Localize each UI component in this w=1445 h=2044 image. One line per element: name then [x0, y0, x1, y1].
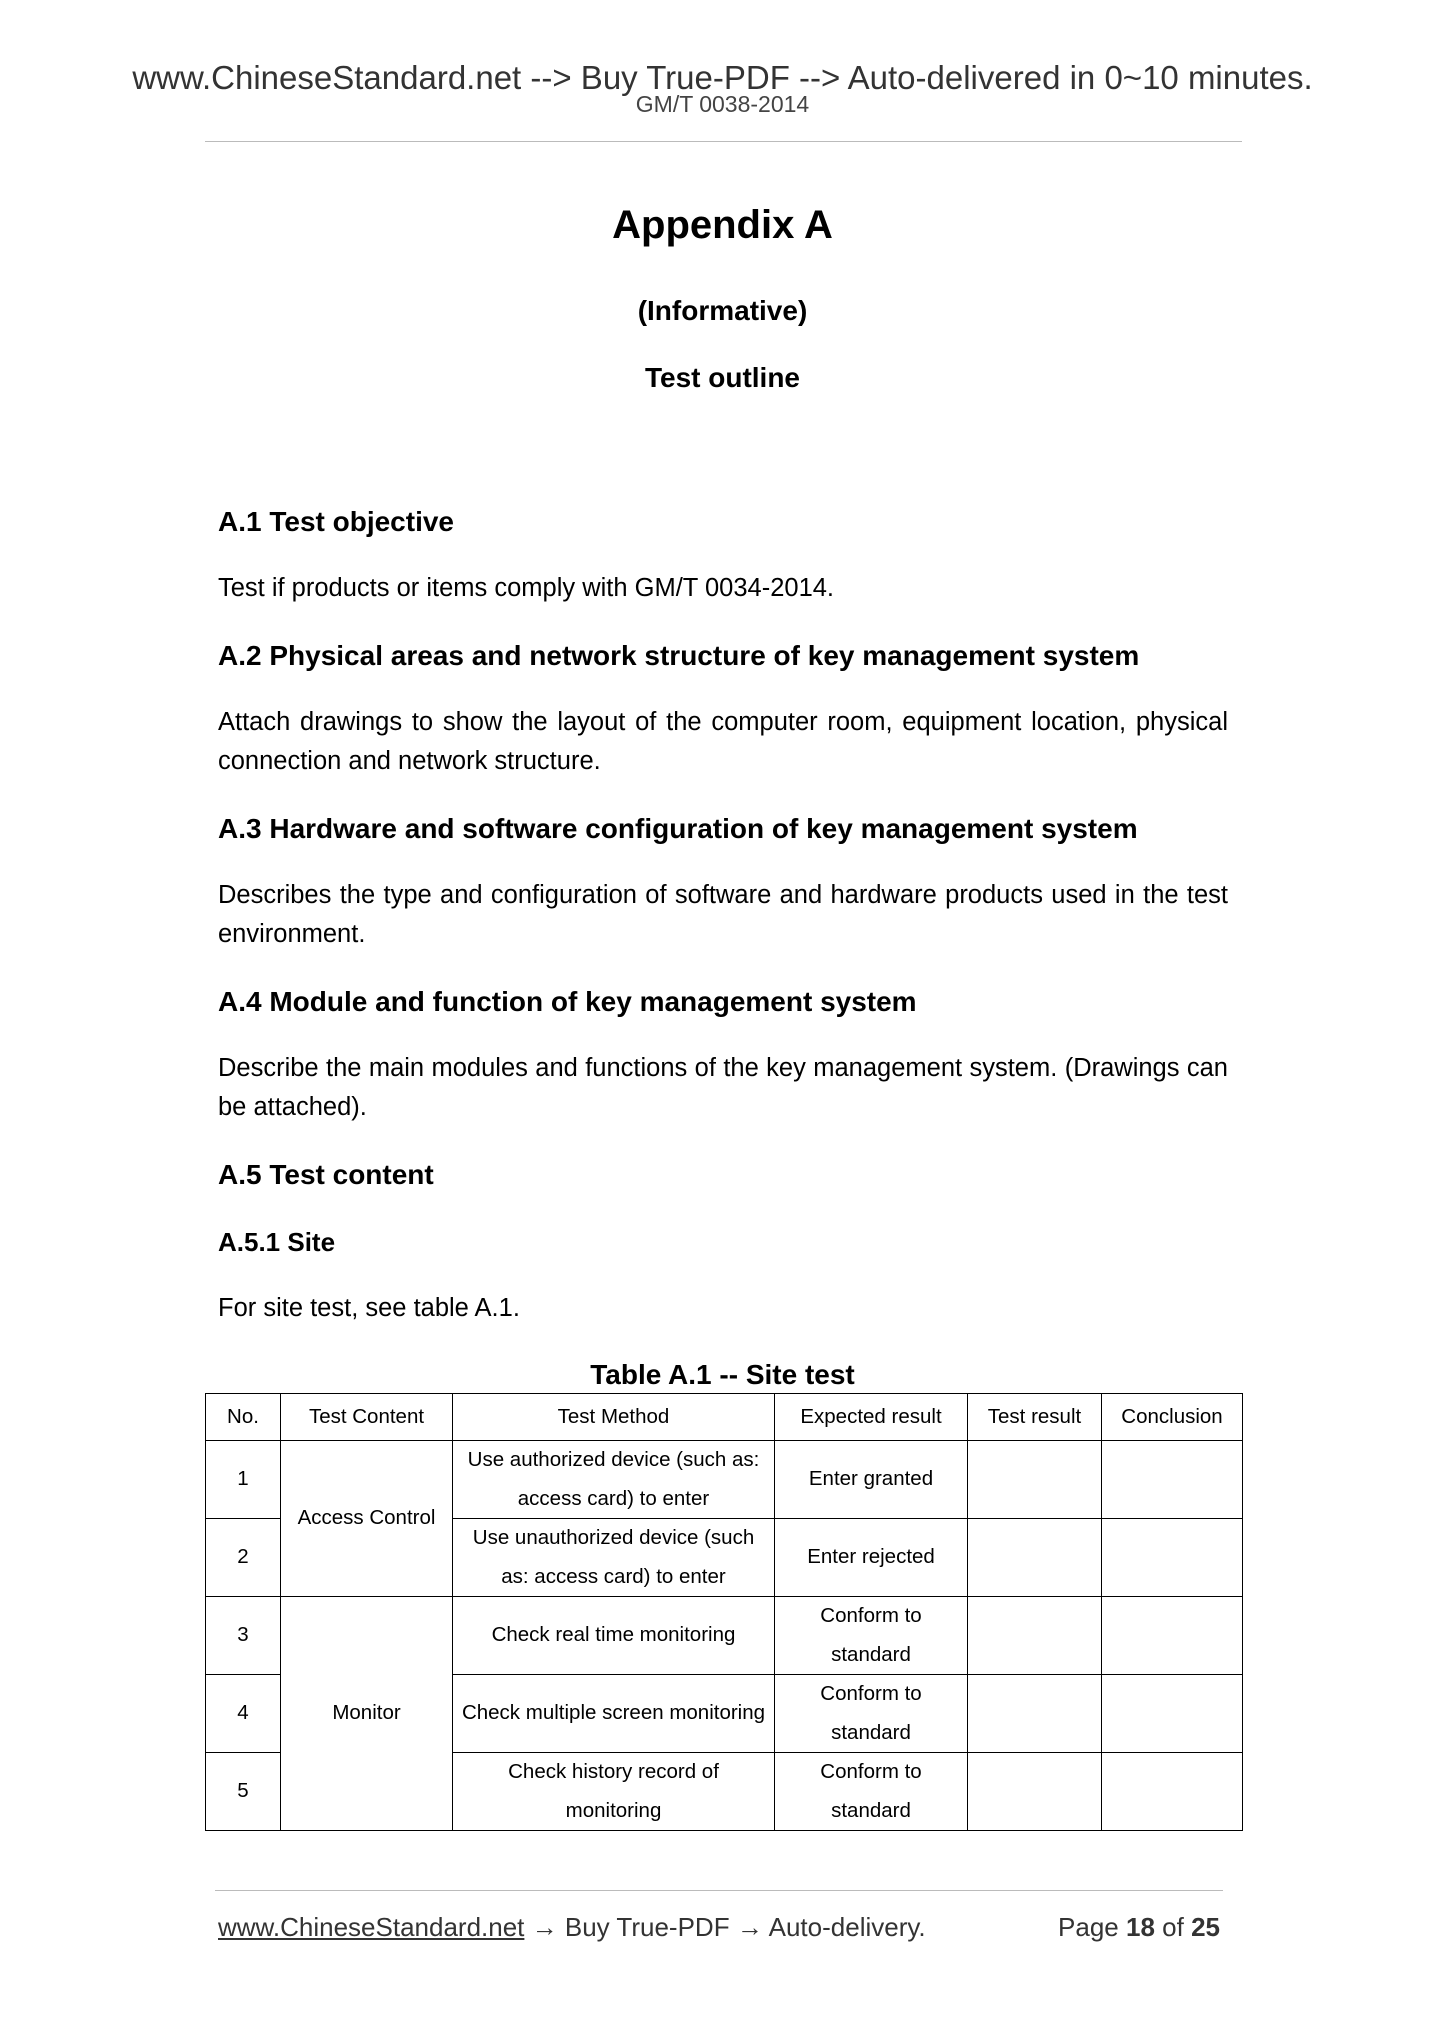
header-divider: [205, 141, 1242, 142]
row-no: 1: [206, 1441, 281, 1519]
row-method: Check multiple screen monitoring: [453, 1675, 775, 1753]
arrow-right-icon: →: [736, 1912, 763, 1942]
row-result: [968, 1441, 1102, 1519]
section-a5-heading: A.5 Test content: [218, 1159, 434, 1190]
top-banner: www.ChineseStandard.net --> Buy True-PDF --> Auto-delivered in 0~10 minutes.: [132, 59, 1313, 96]
row-method: Check history record of monitoring: [453, 1753, 775, 1831]
row-result: [968, 1519, 1102, 1597]
row-result: [968, 1597, 1102, 1675]
section-a1-text: Test if products or items comply with GM/T 0034-2014.: [218, 574, 835, 602]
row-result: [968, 1753, 1102, 1831]
header-expected-result: Expected result: [775, 1394, 968, 1441]
section-a2-heading: A.2 Physical areas and network structure of key management system: [218, 640, 1140, 671]
row-expected: Conform to standard: [775, 1597, 968, 1675]
row-no: 3: [206, 1597, 281, 1675]
footer-buy-label: Buy True-PDF: [564, 1912, 730, 1942]
row-expected: Enter granted: [775, 1441, 968, 1519]
row-method: Use authorized device (such as: access card) to enter: [453, 1441, 775, 1519]
header-conclusion: Conclusion: [1102, 1394, 1243, 1441]
appendix-title: Appendix A: [612, 203, 833, 247]
row-conclusion: [1102, 1519, 1243, 1597]
table-header-row: [206, 1394, 1243, 1441]
group-monitor: Monitor: [281, 1597, 453, 1831]
footer-delivery-label: Auto-delivery.: [768, 1912, 926, 1942]
page-indicator: [1058, 1911, 1220, 1943]
page-label: Page: [1058, 1912, 1119, 1942]
section-a1-heading: A.1 Test objective: [218, 506, 455, 537]
section-a51-heading: A.5.1 Site: [218, 1227, 336, 1257]
section-a3-heading: A.3 Hardware and software configuration of key management system: [218, 813, 1138, 844]
site-test-table: [205, 1393, 1243, 1831]
row-conclusion: [1102, 1675, 1243, 1753]
document-code: GM/T 0038-2014: [635, 91, 810, 117]
header-test-result: Test result: [968, 1394, 1102, 1441]
table-caption: Table A.1 -- Site test: [590, 1359, 855, 1390]
of-label: of: [1162, 1912, 1184, 1942]
row-no: 4: [206, 1675, 281, 1753]
table-row: [206, 1597, 1243, 1675]
footer-links: [218, 1911, 926, 1943]
row-expected: Enter rejected: [775, 1519, 968, 1597]
row-no: 5: [206, 1753, 281, 1831]
footer-divider: [215, 1890, 1223, 1891]
section-a2-text: Attach drawings to show the layout of the computer room, equipment location, physical connection and network structure.: [218, 708, 1228, 775]
appendix-informative-label: (Informative): [637, 295, 808, 326]
row-expected: Conform to standard: [775, 1675, 968, 1753]
row-result: [968, 1675, 1102, 1753]
appendix-subtitle: Test outline: [644, 362, 801, 393]
table-row: [206, 1441, 1243, 1519]
header-test-method: Test Method: [453, 1394, 775, 1441]
section-a4-heading: A.4 Module and function of key management system: [218, 986, 917, 1017]
row-method: Use unauthorized device (such as: access card) to enter: [453, 1519, 775, 1597]
page-number: 18: [1126, 1912, 1155, 1942]
row-conclusion: [1102, 1441, 1243, 1519]
section-a4-text: Describe the main modules and functions of the key management system. (Drawings can be attached).: [218, 1054, 1228, 1121]
page-total: 25: [1191, 1912, 1220, 1942]
section-a3-text: Describes the type and configuration of software and hardware products used in the test environment.: [218, 881, 1228, 948]
footer-site-link[interactable]: www.ChineseStandard.net: [218, 1912, 525, 1942]
row-conclusion: [1102, 1753, 1243, 1831]
group-access-control: Access Control: [281, 1441, 453, 1597]
row-no: 2: [206, 1519, 281, 1597]
header-no: No.: [206, 1394, 281, 1441]
row-conclusion: [1102, 1597, 1243, 1675]
section-a51-text: For site test, see table A.1.: [218, 1294, 520, 1322]
row-method: Check real time monitoring: [453, 1597, 775, 1675]
header-test-content: Test Content: [281, 1394, 453, 1441]
arrow-right-icon: →: [531, 1912, 558, 1942]
row-expected: Conform to standard: [775, 1753, 968, 1831]
